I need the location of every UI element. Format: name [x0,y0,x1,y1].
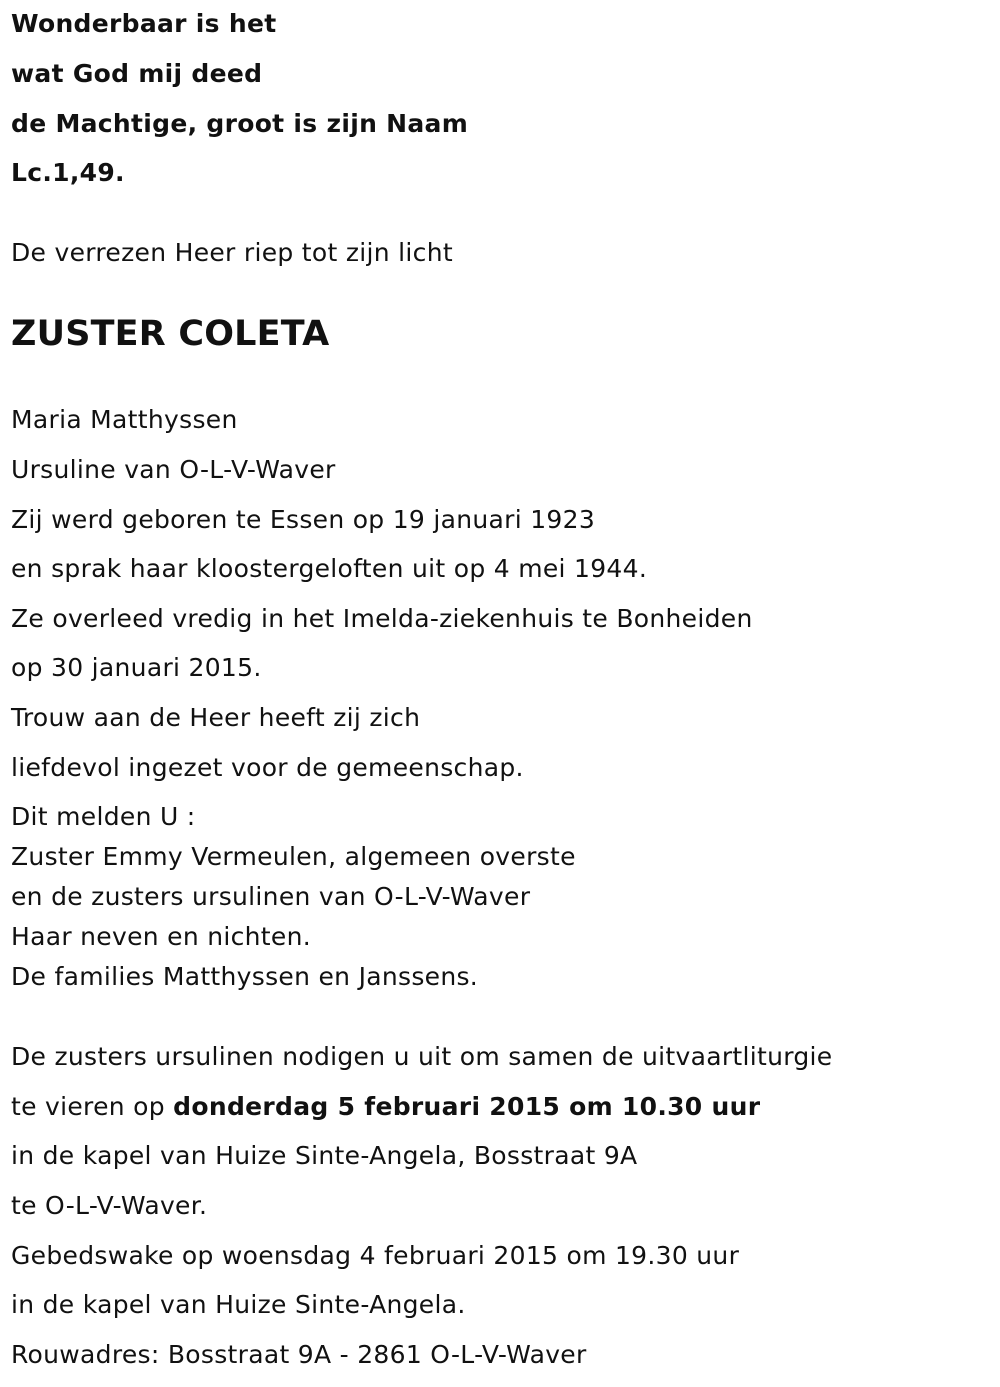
intro-text: De verrezen Heer riep tot zijn licht [11,238,453,267]
civil-name: Maria Matthyssen [11,405,238,434]
deceased-title: ZUSTER COLETA [11,314,330,354]
funeral-when [11,1092,760,1122]
wake-line-1: Gebedswake op woensdag 4 februari 2015 om 19.30 uur [11,1241,740,1270]
funeral-date-time: donderdag 5 februari 2015 om 10.30 uur [173,1092,761,1121]
verse-line-1: Wonderbaar is het [11,9,277,38]
death-line-1: Ze overleed vredig in het Imelda-ziekenhuis te Bonheiden [11,604,753,633]
announcer-line-3: Haar neven en nichten. [11,922,311,951]
funeral-place-2: te O-L-V-Waver. [11,1191,208,1220]
religious-order: Ursuline van O-L-V-Waver [11,455,336,484]
birth-line: Zij werd geboren te Essen op 19 januari 1923 [11,505,596,534]
funeral-invite: De zusters ursulinen nodigen u uit om samen de uitvaartliturgie [11,1042,833,1071]
tribute-line-2: liefdevol ingezet voor de gemeenschap. [11,753,524,782]
tribute-line-1: Trouw aan de Heer heeft zij zich [11,703,421,732]
funeral-when-prefix: te vieren op [11,1092,174,1121]
death-line-2: op 30 januari 2015. [11,653,262,682]
verse-line-3: de Machtige, groot is zijn Naam [11,109,469,138]
announcer-line-4: De families Matthyssen en Janssens. [11,962,479,991]
announcer-line-2: en de zusters ursulinen van O-L-V-Waver [11,882,531,911]
announcers-heading: Dit melden U : [11,802,196,831]
funeral-place-1: in de kapel van Huize Sinte-Angela, Bosstraat 9A [11,1141,638,1170]
vows-line: en sprak haar kloostergeloften uit op 4 mei 1944. [11,554,648,583]
mourning-address: Rouwadres: Bosstraat 9A - 2861 O-L-V-Waver [11,1340,587,1369]
announcer-line-1: Zuster Emmy Vermeulen, algemeen overste [11,842,576,871]
verse-reference: Lc.1,49. [11,158,125,187]
verse-line-2: wat God mij deed [11,59,263,88]
wake-line-2: in de kapel van Huize Sinte-Angela. [11,1290,466,1319]
